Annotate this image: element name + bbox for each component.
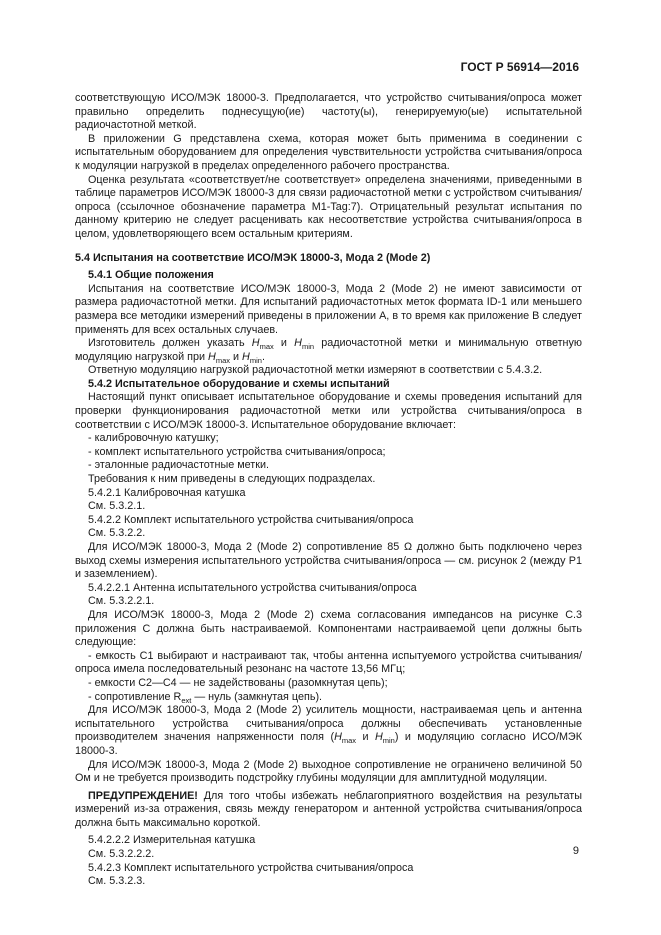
list-item: - эталонные радиочастотные метки. <box>88 459 269 472</box>
cross-reference: См. 5.3.2.2.2. <box>88 848 155 861</box>
paragraph: Для ИСО/МЭК 18000-3, Мода 2 (Mode 2) усилитель мощности, настраиваемая цепь и антенна испытательного устройства считывания/опроса должны обеспечивать установленные производителем значения напряженности поля ($H_{max}$ и $H_{min}$) и модуляцию согласно ИСО/МЭК 18000-3. <box>75 704 582 757</box>
list-item: - сопротивление $R_{ext}$ — нуль (замкнутая цепь). <box>88 690 323 705</box>
list-item: - комплект испытательного устройства считывания/опроса; <box>88 445 386 458</box>
paragraph: Оценка результата «соответствует/не соответствует» определена значениями, приведенными в таблице параметров ИСО/МЭК 18000-3 для связи радиочастотной метки с устройством считывания/опроса (ссылочное обозначение параметра М1-Tag:7). Отрицательный результат испытания по данному критерию не следует расценивать как несоответствие устройства считывания/опроса в целом, удовлетворяющего всем остальным критериям. <box>75 173 582 240</box>
warning-label: ПРЕДУПРЕЖДЕНИЕ! <box>88 789 198 802</box>
section-heading-5-4-2: 5.4.2 Испытательное оборудование и схемы испытаний <box>88 377 390 390</box>
paragraph: Требования к ним приведены в следующих подразделах. <box>88 473 376 486</box>
section-heading-5-4-1: 5.4.1 Общие положения <box>88 269 214 282</box>
paragraph: соответствующую ИСО/МЭК 18000-3. Предполагается, что устройство считывания/опроса может правильно определить поднесущую(ие) частоту(ы), генерируемую(ые) испытательной радиочастотной меткой. <box>75 92 582 132</box>
paragraph: Настоящий пункт описывает испытательное оборудование и схемы проведения испытаний для проверки функционирования радиочастотной метки или устройства считывания/опроса в соответствии с ИСО/МЭК 18000-3. Испытательное оборудование включает: <box>75 391 582 431</box>
warning-paragraph: ПРЕДУПРЕЖДЕНИЕ! Для того чтобы избежать неблагоприятного воздействия на результаты измерений из-за отражения, связь между генератором и антенной устройства считывания/опроса должна быть максимально короткой. <box>75 789 582 829</box>
cross-reference: См. 5.3.2.2.1. <box>88 595 155 608</box>
paragraph: Для ИСО/МЭК 18000-3, Мода 2 (Mode 2) выходное сопротивление не ограничено величиной 50 Ом и не требуется производить подстройку глубины модуляции для амплитудной модуляции. <box>75 758 582 785</box>
subsection-heading: 5.4.2.2 Комплект испытательного устройства считывания/опроса <box>88 513 414 526</box>
paragraph: Для ИСО/МЭК 18000-3, Мода 2 (Mode 2) сопротивление 85 Ω должно быть подключено через выход схемы измерения испытательного устройства считывания/опроса — см. рисунок 2 (между Р1 и заземлением). <box>75 541 582 581</box>
paragraph: Ответную модуляцию нагрузкой радиочастотной метки измеряют в соответствии с 5.4.3.2. <box>88 364 543 377</box>
subsection-heading: 5.4.2.1 Калибровочная катушка <box>88 486 246 499</box>
list-item: - емкость С1 выбирают и настраивают так, чтобы антенна испытуемого устройства считывания/опроса имела последовательный резонанс на частоте 13,56 МГц; <box>75 649 582 676</box>
section-heading-5-4: 5.4 Испытания на соответствие ИСО/МЭК 18000-3, Мода 2 (Mode 2) <box>75 251 431 264</box>
subsection-heading: 5.4.2.2.2 Измерительная катушка <box>88 834 256 847</box>
list-item: - калибровочную катушку; <box>88 432 219 445</box>
paragraph: Изготовитель должен указать $H_{max}$ и $H_{min}$ радиочастотной метки и минимальную ответную модуляцию нагрузкой при $H_{max}$ и $H_{min}$. <box>75 337 583 365</box>
document-body <box>75 92 582 889</box>
paragraph: Для ИСО/МЭК 18000-3, Мода 2 (Mode 2) схема согласования импедансов на рисунке С.3 приложения С должна быть настраиваемой. Компонентами настраиваемой цепи должны быть следующие: <box>75 608 582 649</box>
subsection-heading: 5.4.2.2.1 Антенна испытательного устройства считывания/опроса <box>88 581 417 594</box>
paragraph: Испытания на соответствие ИСО/МЭК 18000-3, Мода 2 (Mode 2) не имеют зависимости от размера радиочастотной метки. Для испытаний радиочастотных меток формата ID-1 или меньшего размера все методики измерений приведены в приложении А, в то время как приложение В следует применять для всех остальных случаев. <box>75 282 582 336</box>
cross-reference: См. 5.3.2.3. <box>88 875 146 888</box>
cross-reference: См. 5.3.2.2. <box>88 527 146 540</box>
document-id: ГОСТ Р 56914—2016 <box>460 60 579 74</box>
list-item: - емкости С2—С4 — не задействованы (разомкнутая цепь); <box>88 676 388 689</box>
paragraph: В приложении G представлена схема, которая может быть применима в соединении с испытательным оборудованием для определения чувствительности устройства считывания/опроса к модуляции нагрузкой в пределах определенного рабочего пространства. <box>75 132 582 172</box>
cross-reference: См. 5.3.2.1. <box>88 500 146 513</box>
page-number: 9 <box>572 845 579 857</box>
subsection-heading: 5.4.2.3 Комплект испытательного устройства считывания/опроса <box>88 861 414 874</box>
